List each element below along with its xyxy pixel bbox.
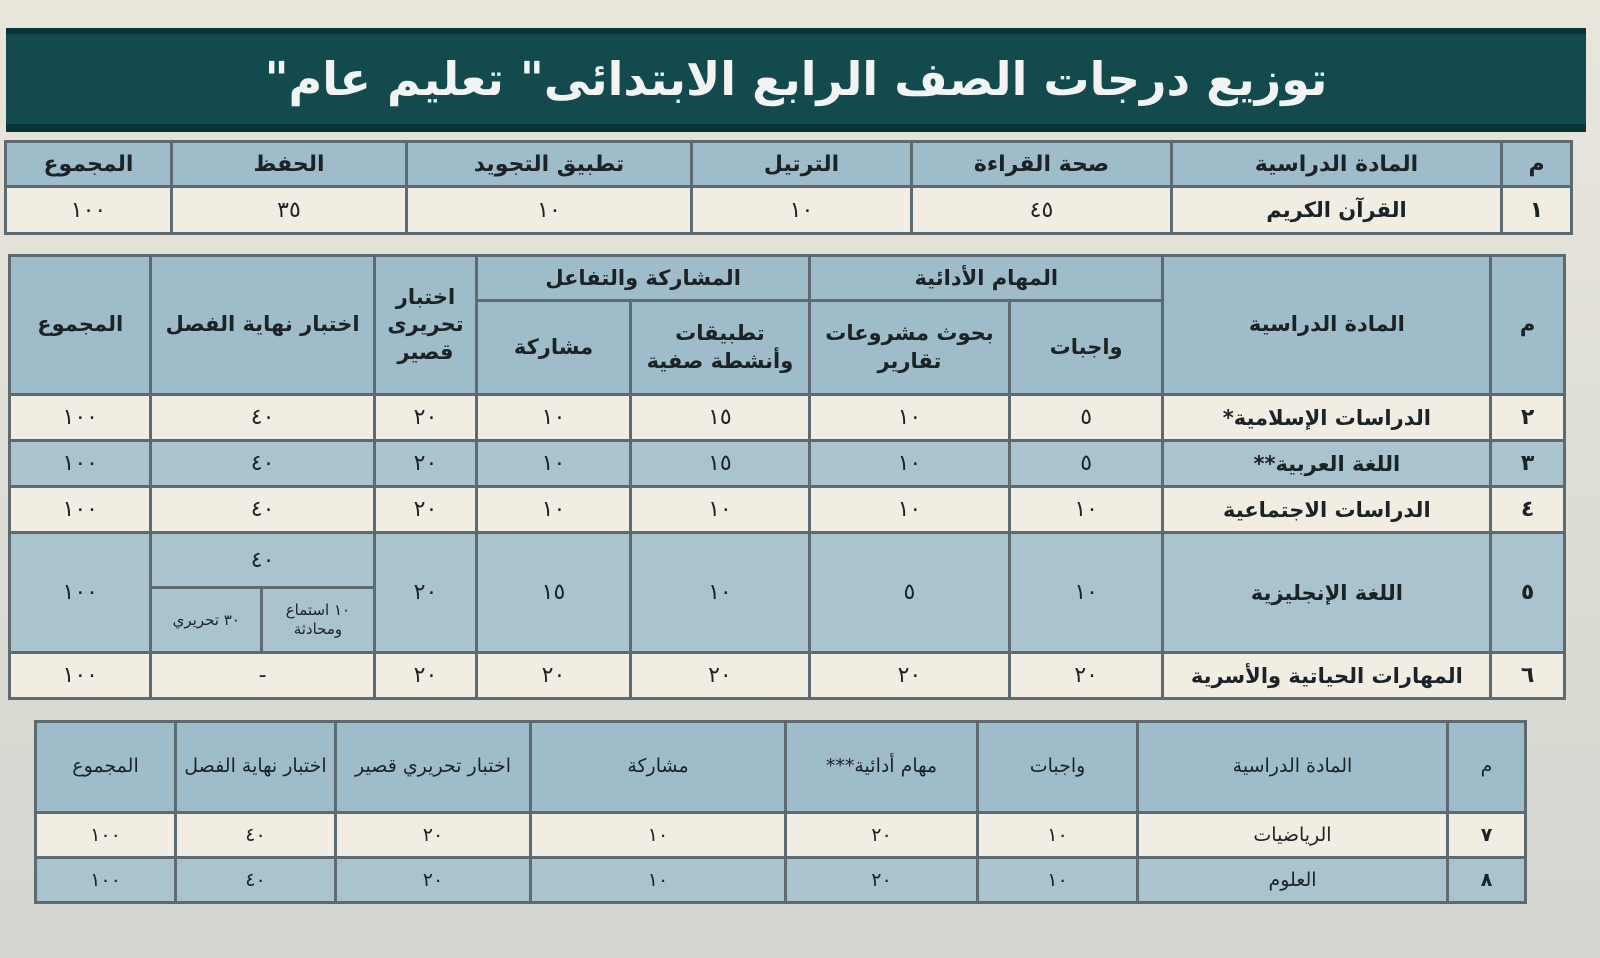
row-index: ٣ (1491, 441, 1565, 487)
total-value: ١٠٠ (10, 653, 151, 699)
final-exam-value: ٤٠ (151, 441, 374, 487)
research-value: ٢٠ (810, 653, 1010, 699)
header-total: المجموع (6, 142, 172, 187)
activities-value: ١٥ (630, 395, 809, 441)
main-grades-table (8, 254, 1566, 700)
short-test-value: ٢٠ (374, 487, 476, 533)
math-science-grades-table (34, 720, 1527, 904)
header-short-test: اختبار تحريرى قصير (374, 256, 476, 395)
header-homework: واجبات (978, 722, 1138, 813)
subject-name: اللغة العربية** (1163, 441, 1491, 487)
final-exam-value: ٤٠ (176, 858, 336, 903)
homework-value: ٥ (1009, 395, 1163, 441)
memorization-value: ٣٥ (172, 187, 407, 234)
final-exam-value: ٤٠ (151, 487, 374, 533)
subject-name: العلوم (1138, 858, 1448, 903)
tajweed-value: ١٠ (407, 187, 692, 234)
row-index: ٢ (1491, 395, 1565, 441)
math-header-row (36, 722, 1526, 813)
row-index: ٥ (1491, 533, 1565, 653)
short-test-value: ٢٠ (374, 533, 476, 653)
short-test-value: ٢٠ (336, 858, 531, 903)
research-value: ١٠ (810, 487, 1010, 533)
participation-value: ٢٠ (477, 653, 631, 699)
activities-value: ١٠ (630, 487, 809, 533)
header-tajweed: تطبيق التجويد (407, 142, 692, 187)
reading-accuracy-value: ٤٥ (912, 187, 1172, 234)
homework-value: ١٠ (1009, 533, 1163, 653)
short-test-value: ٢٠ (374, 395, 476, 441)
header-total: المجموع (36, 722, 176, 813)
header-memorization: الحفظ (172, 142, 407, 187)
header-reading-accuracy: صحة القراءة (912, 142, 1172, 187)
row-index: ٧ (1448, 813, 1526, 858)
header-performance-tasks: المهام الأدائية (810, 256, 1163, 301)
final-exam-value: ٤٠ (151, 533, 374, 588)
subject-name: اللغة الإنجليزية (1163, 533, 1491, 653)
subject-name: الدراسات الاجتماعية (1163, 487, 1491, 533)
row-index: ٨ (1448, 858, 1526, 903)
recitation-value: ١٠ (692, 187, 912, 234)
subject-name: الدراسات الإسلامية* (1163, 395, 1491, 441)
research-value: ١٠ (810, 441, 1010, 487)
header-recitation: الترتيل (692, 142, 912, 187)
final-exam-value: - (151, 653, 374, 699)
header-subject: المادة الدراسية (1172, 142, 1502, 187)
homework-value: ١٠ (978, 813, 1138, 858)
header-final-exam: اختبار نهاية الفصل (151, 256, 374, 395)
performance-value: ٢٠ (786, 858, 978, 903)
subject-name: القرآن الكريم (1172, 187, 1502, 234)
table-row (6, 187, 1572, 234)
table-row (10, 395, 1565, 441)
total-value: ١٠٠ (10, 487, 151, 533)
final-exam-value: ٤٠ (176, 813, 336, 858)
total-value: ١٠٠ (10, 533, 151, 653)
quran-grades-table (4, 140, 1573, 235)
title-banner (6, 28, 1586, 132)
table-row-english (10, 533, 1565, 588)
participation-value: ١٠ (477, 395, 631, 441)
header-short-test: اختبار تحريري قصير (336, 722, 531, 813)
header-participation: مشاركة (477, 301, 631, 395)
short-test-value: ٢٠ (336, 813, 531, 858)
header-final-exam: اختبار نهاية الفصل (176, 722, 336, 813)
header-class-activities: تطبيقات وأنشطة صفية (630, 301, 809, 395)
header-research-projects: بحوث مشروعات تقارير (810, 301, 1010, 395)
short-test-value: ٢٠ (374, 653, 476, 699)
total-value: ١٠٠ (36, 858, 176, 903)
header-subject: المادة الدراسية (1138, 722, 1448, 813)
final-listening-value: ١٠ استماع ومحادثة (262, 588, 375, 653)
table-row (36, 858, 1526, 903)
header-subject: المادة الدراسية (1163, 256, 1491, 395)
activities-value: ٢٠ (630, 653, 809, 699)
participation-value: ١٠ (477, 487, 631, 533)
participation-value: ١٥ (477, 533, 631, 653)
table-row (10, 441, 1565, 487)
table-row (10, 653, 1565, 699)
header-index: م (1502, 142, 1572, 187)
subject-name: المهارات الحياتية والأسرية (1163, 653, 1491, 699)
subject-name: الرياضيات (1138, 813, 1448, 858)
quran-header-row (6, 142, 1572, 187)
header-performance-tasks: مهام أدائية*** (786, 722, 978, 813)
participation-value: ١٠ (531, 813, 786, 858)
short-test-value: ٢٠ (374, 441, 476, 487)
row-index: ٦ (1491, 653, 1565, 699)
homework-value: ١٠ (1009, 487, 1163, 533)
page-title: توزيع درجات الصف الرابع الابتدائى" تعليم عام" (264, 52, 1328, 106)
total-value: ١٠٠ (10, 441, 151, 487)
header-index: م (1448, 722, 1526, 813)
header-total: المجموع (10, 256, 151, 395)
row-index: ٤ (1491, 487, 1565, 533)
main-header-row-1 (10, 256, 1565, 301)
homework-value: ٢٠ (1009, 653, 1163, 699)
final-written-value: ٣٠ تحريري (151, 588, 262, 653)
participation-value: ١٠ (531, 858, 786, 903)
total-value: ١٠٠ (10, 395, 151, 441)
final-exam-value: ٤٠ (151, 395, 374, 441)
total-value: ١٠٠ (6, 187, 172, 234)
header-homework: واجبات (1009, 301, 1163, 395)
table-row (10, 487, 1565, 533)
performance-value: ٢٠ (786, 813, 978, 858)
participation-value: ١٠ (477, 441, 631, 487)
total-value: ١٠٠ (36, 813, 176, 858)
activities-value: ١٥ (630, 441, 809, 487)
row-index: ١ (1502, 187, 1572, 234)
header-participation-interaction: المشاركة والتفاعل (477, 256, 810, 301)
activities-value: ١٠ (630, 533, 809, 653)
research-value: ٥ (810, 533, 1010, 653)
table-row (36, 813, 1526, 858)
header-index: م (1491, 256, 1565, 395)
homework-value: ١٠ (978, 858, 1138, 903)
homework-value: ٥ (1009, 441, 1163, 487)
research-value: ١٠ (810, 395, 1010, 441)
header-participation: مشاركة (531, 722, 786, 813)
